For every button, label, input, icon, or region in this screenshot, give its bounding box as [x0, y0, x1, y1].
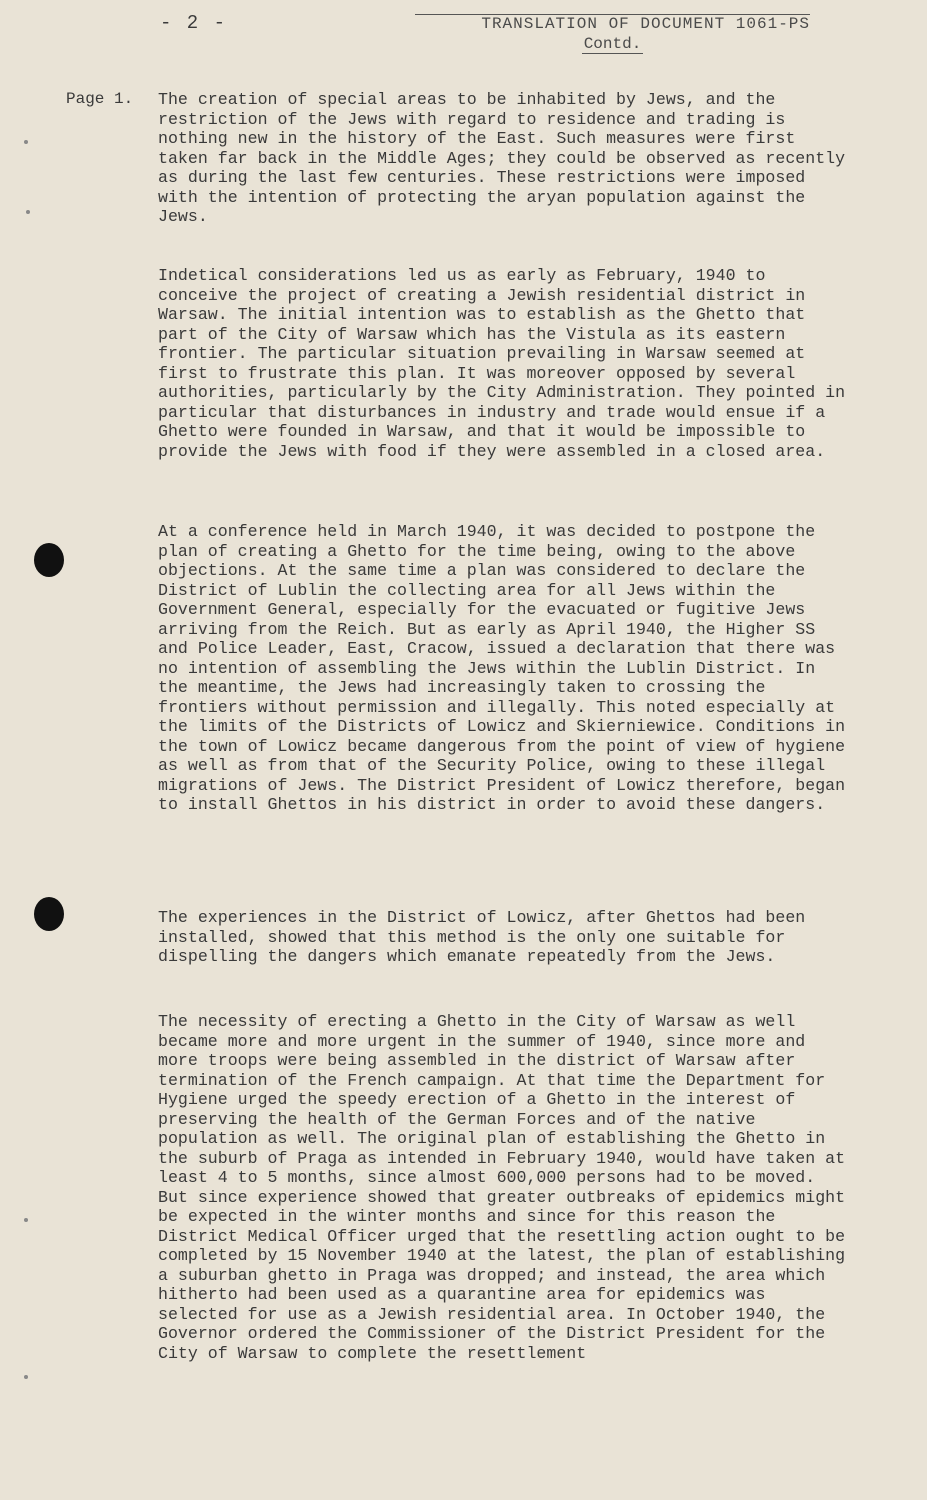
paragraph-1: The creation of special areas to be inhabited by Jews, and the restriction of the Jews with regard to residence and trading is nothing new in the history of the East. Such measures were first taken far back in the Middle Ages; they could be observed as recently as during the last few centuries. These restrictions were imposed with the intention of protecting the aryan population against the Jews. [158, 90, 846, 226]
punch-hole-icon [34, 897, 64, 931]
document-header [415, 14, 810, 53]
paragraph-2: Indetical considerations led us as early as February, 1940 to conceive the project of creating a Jewish residential district in Warsaw. The initial intention was to establish as the Ghetto that part of the City of Warsaw which has the Vistula as its eastern frontier. The particular situation prevailing in Warsaw seemed at first to frustrate this plan. It was moreover opposed by several authorities, particularly by the City Administration. They pointed in particular that disturbances in industry and trade would ensue if a Ghetto were founded in Warsaw, and that it would be impossible to provide the Jews with food if they were assembled in a closed area. [158, 266, 846, 461]
paragraph-3: At a conference held in March 1940, it was decided to postpone the plan of creating a Ghetto for the time being, owing to the above objections. At the same time a plan was considered to declare the District of Lublin the collecting area for all Jews within the Government General, especially for the evacuated or fugitive Jews arriving from the Reich. But as early as April 1940, the Higher SS and Police Leader, East, Cracow, issued a declaration that there was no intention of assembling the Jews within the Lublin District. In the meantime, the Jews had increasingly taken to crossing the frontiers without permission and illegally. This noted especially at the limits of the Districts of Lowicz and Skierniewice. Conditions in the town of Lowicz became dangerous from the point of view of hygiene as well as from that of the Security Police, owing to these illegal migrations of Jews. The District President of Lowicz therefore, began to install Ghettos in his district in order to avoid these dangers. [158, 522, 846, 814]
document-title: TRANSLATION OF DOCUMENT 1061-PS [481, 15, 810, 33]
paragraph-4: The experiences in the District of Lowicz, after Ghettos had been installed, showed that this method is the only one suitable for dispelling the dangers which emanate repeatedly from the Jews. [158, 908, 806, 966]
page-reference: Page 1. [66, 90, 134, 108]
page-number: - 2 - [160, 12, 228, 34]
continued-label: Contd. [583, 35, 642, 53]
margin-mark [24, 140, 28, 144]
paragraph-5: The necessity of erecting a Ghetto in the City of Warsaw as well became more and more urgent in the summer of 1940, since more and more troops were being assembled in the district of Warsaw after termination of the French campaign. At that time the Department for Hygiene urged the speedy erection of a Ghetto in the interest of preserving the health of the German Forces and of the native population as well. The original plan of establishing the Ghetto in the suburb of Praga as intended in February 1940, would have taken at least 4 to 5 months, since almost 600,000 persons had to be moved. But since experience showed that greater outbreaks of epidemics might be expected in the winter months and since for this reason the District Medical Officer urged that the resettling action ought to be completed by 15 November 1940 at the latest, the plan of establishing a suburban ghetto in Praga was dropped; and instead, the area which hitherto had been used as a quarantine area for epidemics was selected for use as a Jewish residential area. In October 1940, the Governor ordered the Commissioner of the District President for the City of Warsaw to complete the resettlement [158, 1012, 846, 1363]
margin-mark [24, 1218, 28, 1222]
margin-mark [26, 210, 30, 214]
margin-mark [24, 1375, 28, 1379]
punch-hole-icon [34, 543, 64, 577]
